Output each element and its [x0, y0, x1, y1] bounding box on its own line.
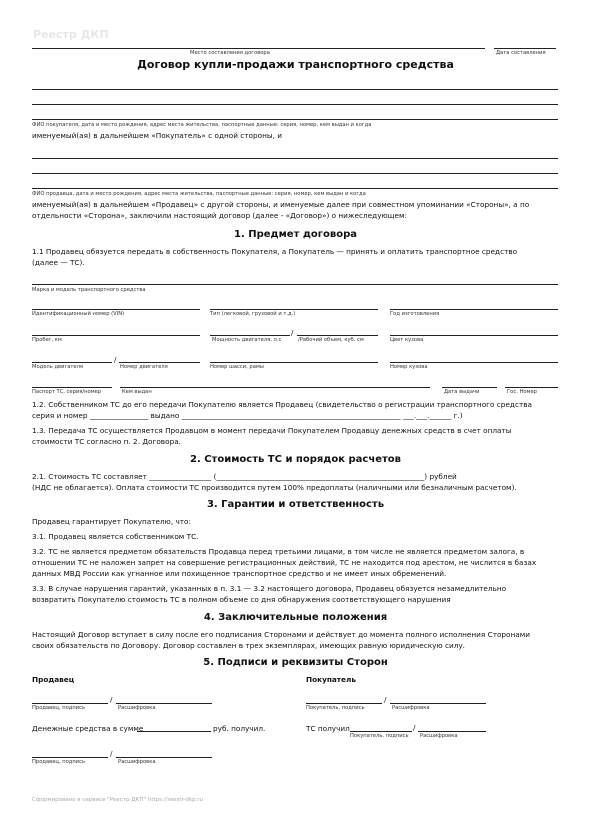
s3-p3-line1: 3.3. В случае нарушения гарантий, указанных в п. 3.1 — 3.2 настоящего договора, Продавец обязуется незамедлительно	[32, 584, 507, 593]
color-line	[390, 335, 558, 336]
ts-sign-line	[350, 731, 412, 732]
date-label: Дата составления	[496, 50, 546, 56]
s3-p1: 3.1. Продавец является собственником ТС.	[32, 532, 199, 541]
seller-sign-line	[32, 703, 108, 704]
s4-p1-line1: Настоящий Договор вступает в силу после его подписания Сторонами и действует до момента полного исполнения Сторонами	[32, 630, 530, 639]
document-title: Договор купли-продажи транспортного средства	[137, 58, 454, 71]
buyer-caption: ФИО покупателя, дата и место рождения, адрес места жительства, паспортные данные: серия, номер, кем выдан и когда	[32, 122, 372, 128]
place-label: Место составления договора	[190, 50, 270, 56]
mileage-line	[32, 335, 200, 336]
ts-decode-label: Расшифровка	[420, 733, 458, 739]
seller-decode-label-2: Расшифровка	[118, 759, 156, 765]
gos-label: Гос. Номер	[507, 389, 537, 395]
s2-p1-line1: 2.1. Стоимость ТС составляет _________________ (_________________________________________________________) рублей	[32, 472, 457, 481]
seller-sign-slash-2: /	[110, 749, 113, 758]
body-label: Номер кузова	[390, 364, 428, 370]
type-line	[210, 309, 378, 310]
chassis-label: Номер шасси, рамы	[210, 364, 264, 370]
section-3-title: 3. Гарантии и ответственность	[206, 499, 385, 510]
s3-p2-line1: 3.2. ТС не является предметом обязательств Продавца перед третьими лицами, в том числе не является предметом залога, в	[32, 547, 525, 556]
volume-line	[297, 335, 378, 336]
seller-sign-label-2: Продавец, подпись	[32, 759, 86, 765]
engine-number-line	[119, 362, 200, 363]
watermark-logo-text: Реестр ДКП	[33, 28, 109, 41]
s1-p2-line1: 1.2. Собственником ТС до его передачи Покупателю является Продавец (свидетельство о регистрации транспортного средства	[32, 400, 533, 409]
section-1-title: 1. Предмет договора	[233, 229, 357, 240]
engine-number-label: Номер двигателя	[120, 364, 168, 370]
mileage-label: Пробег, км	[32, 337, 62, 343]
place-line	[32, 48, 485, 49]
seller-line-3	[32, 188, 558, 189]
chassis-line	[210, 362, 378, 363]
buyer-decode-line	[390, 703, 486, 704]
seller-text-1: именуемый(ая) в дальнейшем «Продавец» с другой стороны, и именуемые далее при совместном упоминании «Стороны», а по	[32, 200, 530, 209]
section-2-title: 2. Стоимость ТС и порядок расчетов	[189, 454, 401, 465]
s3-p2-line3: данных МВД России как угнанное или похищенное транспортное средство и не имеет иных обременений.	[32, 569, 447, 578]
brand-line	[32, 284, 558, 285]
section-5-title: 5. Подписи и реквизиты Сторон	[203, 657, 388, 668]
body-line	[390, 362, 558, 363]
pts-label: Паспорт ТС, серия/номер	[32, 389, 102, 395]
buyer-line-1	[32, 89, 558, 90]
gos-line	[505, 387, 558, 388]
ts-slash: /	[413, 723, 416, 732]
type-label: Тип (легковой, грузовой и т.д.)	[210, 311, 296, 317]
brand-label: Марка и модель транспортного средства	[32, 287, 146, 293]
seller-line-1	[32, 158, 558, 159]
seller-sign-label: Продавец, подпись	[32, 705, 86, 711]
footer-link[interactable]: Сформировано в сервисе "Реестр ДКП" https://reestr-dkp.ru	[32, 797, 204, 803]
seller-decode-line-2	[116, 757, 212, 758]
issued-by-label: Кем выдан	[122, 389, 152, 395]
ts-received-label: ТС получил	[306, 724, 350, 733]
s1-p3-line2: стоимости ТС согласно п. 2. Договора.	[32, 437, 181, 446]
seller-caption: ФИО продавца, дата и место рождения, адрес места жительства, паспортные данные: серия, номер, кем выдан и когда	[32, 191, 366, 197]
s3-p2-line2: отношении ТС не наложен запрет на совершение регистрационных действий, ТС не находится под арестом, не числится в базах	[32, 558, 537, 567]
vin-line	[32, 309, 200, 310]
s1-p3-line1: 1.3. Передача ТС осуществляется Продавцом в момент передачи Покупателем Продавцу денежных средств в счет оплаты	[32, 426, 512, 435]
buyer-decode-label: Расшифровка	[392, 705, 430, 711]
seller-decode-label: Расшифровка	[118, 705, 156, 711]
seller-sign-line-2	[32, 757, 108, 758]
issued-by-line	[120, 387, 430, 388]
power-slash: /	[291, 328, 294, 337]
date-line	[494, 48, 556, 49]
seller-text-2: отдельности «Сторона», заключили настоящий договор (далее - «Договор») о нижеследующем:	[32, 211, 407, 220]
seller-heading: Продавец	[32, 675, 75, 684]
buyer-line-3	[32, 119, 558, 120]
engine-model-line	[32, 362, 112, 363]
money-line	[137, 731, 211, 732]
engine-slash: /	[114, 355, 117, 364]
pts-line	[32, 387, 112, 388]
s3-intro: Продавец гарантирует Покупателю, что:	[32, 517, 191, 526]
year-line	[390, 309, 558, 310]
year-label: Год изготовления	[390, 311, 440, 317]
issue-date-label: Дата выдачи	[444, 389, 480, 395]
buyer-heading: Покупатель	[306, 675, 356, 684]
buyer-line-2	[32, 104, 558, 105]
color-label: Цвет кузова	[390, 337, 424, 343]
s2-p1-line2: (НДС не облагается). Оплата стоимости ТС производится путем 100% предоплаты (наличными или безналичным расчетом).	[32, 483, 517, 492]
buyer-text: именуемый(ая) в дальнейшем «Покупатель» с одной стороны, и	[32, 131, 283, 140]
s1-p2-line2: серия и номер ________________ выдано ____________________________________________________________ ___.___.______ г.)	[32, 411, 463, 420]
s3-p3-line2: возвратить Покупателю стоимость ТС в полном объеме со дня обнаружения соответствующего нарушения	[32, 595, 451, 604]
s4-p1-line2: своих обязательств по Договору. Договор составлен в трех экземплярах, имеющих равную юридическую силу.	[32, 641, 465, 650]
section-4-title: 4. Заключительные положения	[203, 612, 388, 623]
money-suffix: руб. получил.	[213, 724, 266, 733]
s1-p1-line1: 1.1 Продавец обязуется передать в собственность Покупателя, а Покупатель — принять и оплатить транспортное средство	[32, 247, 518, 256]
seller-sign-slash: /	[110, 695, 113, 704]
buyer-sign-line	[306, 703, 382, 704]
engine-model-label: Модель двигателя	[32, 364, 84, 370]
vin-label: Идентификационный номер (VIN)	[32, 311, 125, 317]
seller-line-2	[32, 173, 558, 174]
seller-decode-line	[116, 703, 212, 704]
s1-p1-line2: (далее — ТС).	[32, 258, 85, 267]
ts-decode-line	[418, 731, 486, 732]
volume-label: /Рабочий объем, куб. см	[298, 337, 364, 343]
buyer-sign-label: Покупатель, подпись	[306, 705, 365, 711]
ts-sign-label: Покупатель, подпись	[350, 733, 409, 739]
power-label: Мощность двигателя, л.с	[212, 337, 282, 343]
power-line	[210, 335, 290, 336]
buyer-sign-slash: /	[384, 695, 387, 704]
money-label: Денежные средства в сумме	[32, 724, 144, 733]
issue-date-line	[442, 387, 497, 388]
